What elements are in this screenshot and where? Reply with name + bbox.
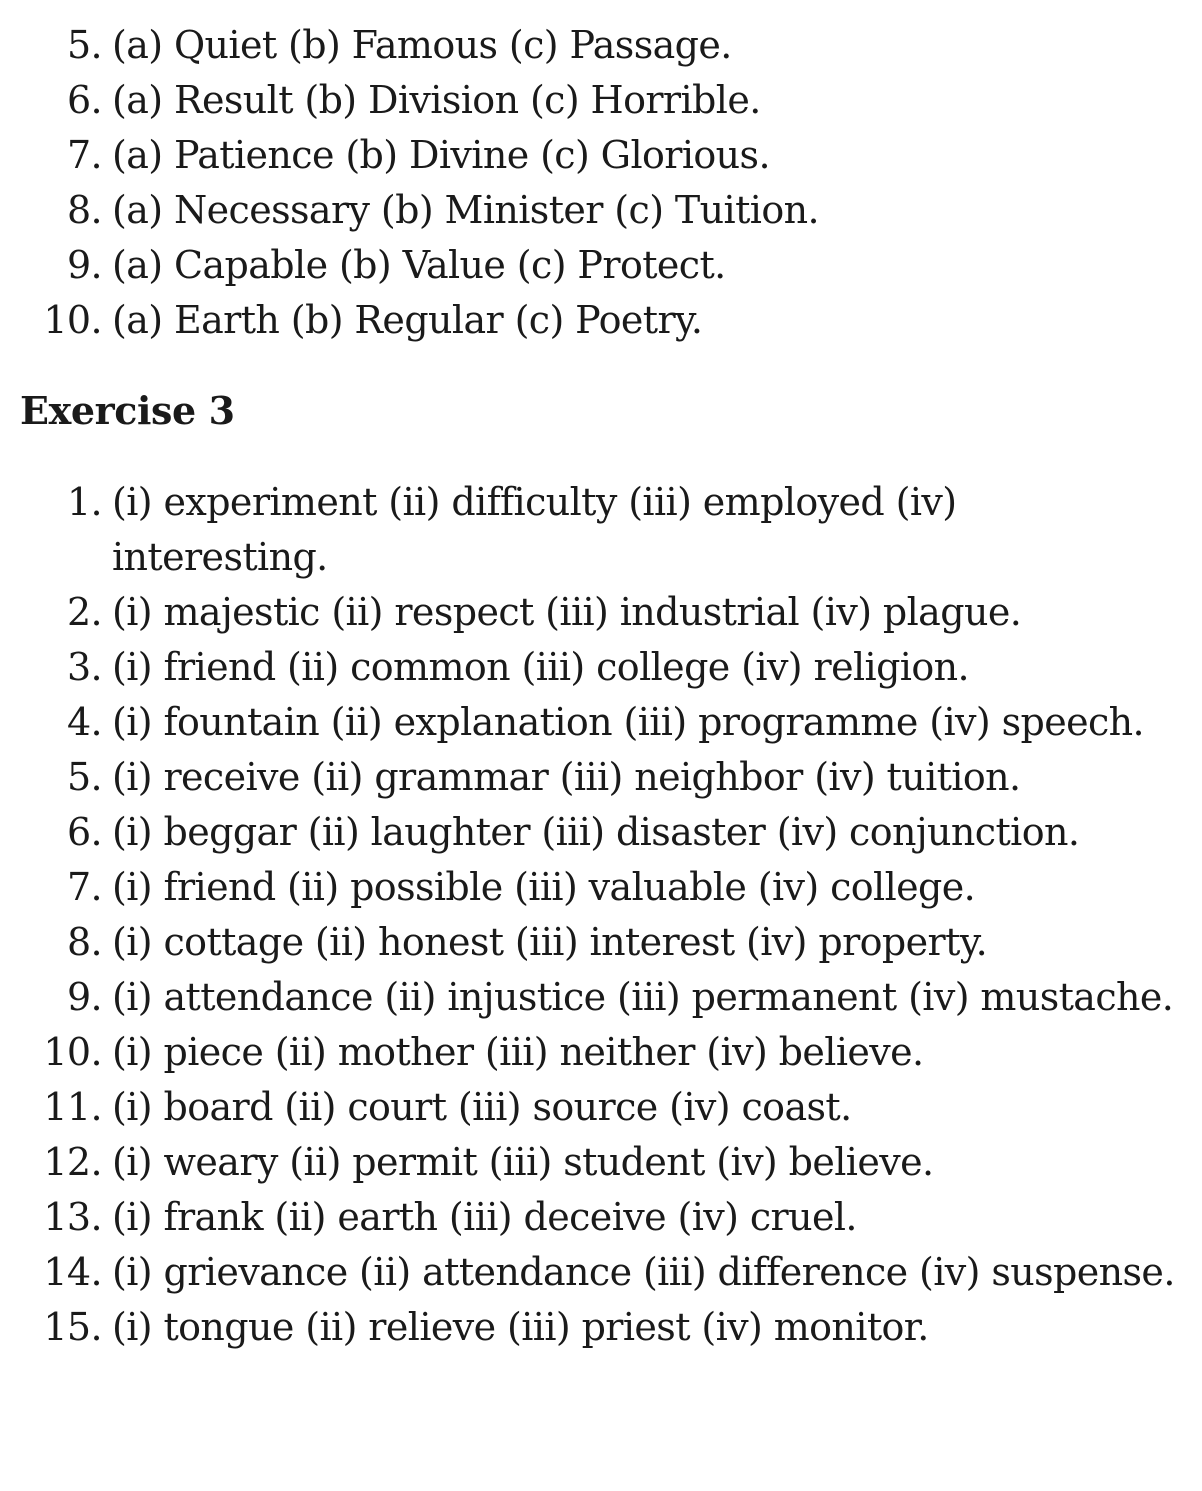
- item-text: (i) board (ii) court (iii) source (iv) coast.: [112, 1085, 852, 1129]
- list-item: [0, 860, 1182, 915]
- item-text: (a) Capable (b) Value (c) Protect.: [112, 243, 726, 287]
- item-number: 10.: [43, 1030, 102, 1074]
- list-item: [0, 1300, 1182, 1355]
- item-number: 2.: [66, 590, 102, 634]
- list-item: [0, 238, 1182, 293]
- list-item: [0, 750, 1182, 805]
- item-text: (a) Patience (b) Divine (c) Glorious.: [112, 133, 770, 177]
- item-number: 11.: [43, 1085, 102, 1129]
- item-text: (i) cottage (ii) honest (iii) interest (iv) property.: [112, 920, 988, 964]
- item-number: 7.: [66, 133, 102, 177]
- item-text: (a) Earth (b) Regular (c) Poetry.: [112, 298, 703, 342]
- item-text: (i) piece (ii) mother (iii) neither (iv) believe.: [112, 1030, 924, 1074]
- item-number: 6.: [66, 810, 102, 854]
- item-number: 1.: [66, 480, 102, 524]
- item-number: 13.: [43, 1195, 102, 1239]
- item-number: 8.: [66, 920, 102, 964]
- list-item: [0, 1245, 1182, 1300]
- item-number: 9.: [66, 243, 102, 287]
- item-text: (a) Necessary (b) Minister (c) Tuition.: [112, 188, 819, 232]
- item-text: (i) friend (ii) possible (iii) valuable (iv) college.: [112, 865, 976, 909]
- item-number: 4.: [66, 700, 102, 744]
- item-text: (a) Quiet (b) Famous (c) Passage.: [112, 23, 732, 67]
- list-item: [0, 1190, 1182, 1245]
- list-item: [0, 1080, 1182, 1135]
- item-number: 9.: [66, 975, 102, 1019]
- item-text: (i) grievance (ii) attendance (iii) difference (iv) suspense.: [112, 1250, 1175, 1294]
- list-item: [0, 915, 1182, 970]
- exercise-2-answer-list: [0, 18, 1182, 348]
- list-item: [0, 695, 1182, 750]
- list-item: [0, 970, 1182, 1025]
- item-number: 12.: [43, 1140, 102, 1184]
- list-item: [0, 1025, 1182, 1080]
- exercise-3-answer-list: [0, 475, 1182, 1355]
- item-number: 3.: [66, 645, 102, 689]
- item-number: 14.: [43, 1250, 102, 1294]
- item-text: (i) experiment (ii) difficulty (iii) employed (iv) interesting.: [112, 480, 957, 579]
- list-item: [0, 73, 1182, 128]
- list-item: [0, 475, 1182, 585]
- list-item: [0, 293, 1182, 348]
- item-text: (i) weary (ii) permit (iii) student (iv) believe.: [112, 1140, 934, 1184]
- item-number: 5.: [66, 755, 102, 799]
- item-text: (i) majestic (ii) respect (iii) industrial (iv) plague.: [112, 590, 1022, 634]
- list-item: [0, 585, 1182, 640]
- item-text: (i) frank (ii) earth (iii) deceive (iv) cruel.: [112, 1195, 857, 1239]
- item-text: (i) attendance (ii) injustice (iii) permanent (iv) mustache.: [112, 975, 1174, 1019]
- item-number: 15.: [43, 1305, 102, 1349]
- list-item: [0, 128, 1182, 183]
- item-number: 8.: [66, 188, 102, 232]
- item-text: (i) beggar (ii) laughter (iii) disaster (iv) conjunction.: [112, 810, 1080, 854]
- item-text: (i) fountain (ii) explanation (iii) programme (iv) speech.: [112, 700, 1145, 744]
- item-number: 10.: [43, 298, 102, 342]
- list-item: [0, 805, 1182, 860]
- item-number: 5.: [66, 23, 102, 67]
- item-text: (a) Result (b) Division (c) Horrible.: [112, 78, 761, 122]
- list-item: [0, 1135, 1182, 1190]
- item-number: 7.: [66, 865, 102, 909]
- list-item: [0, 183, 1182, 238]
- list-item: [0, 640, 1182, 695]
- item-text: (i) receive (ii) grammar (iii) neighbor (iv) tuition.: [112, 755, 1021, 799]
- item-number: 6.: [66, 78, 102, 122]
- list-item: [0, 18, 1182, 73]
- exercise-3-heading: Exercise 3: [20, 388, 235, 433]
- item-text: (i) tongue (ii) relieve (iii) priest (iv) monitor.: [112, 1305, 929, 1349]
- item-text: (i) friend (ii) common (iii) college (iv) religion.: [112, 645, 969, 689]
